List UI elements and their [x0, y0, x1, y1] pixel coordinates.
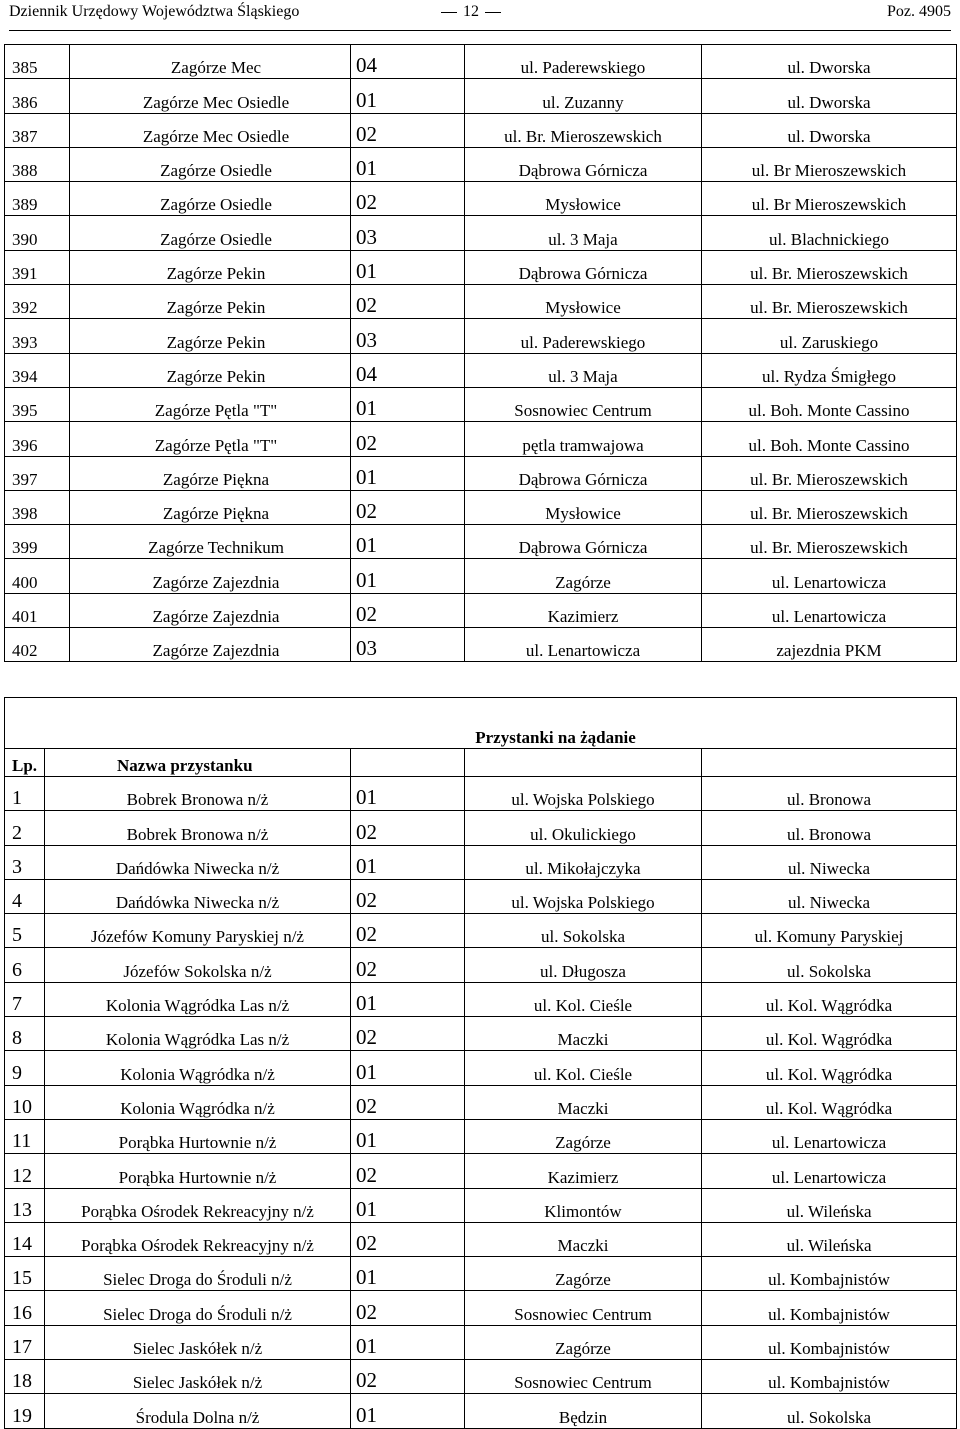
- cell-lp: 385: [5, 45, 70, 79]
- cell-to: ul. Bronowa: [702, 777, 957, 811]
- table-row: [5, 593, 957, 627]
- column-header-lp: Lp.: [5, 749, 45, 777]
- cell-dir: 02: [351, 113, 465, 147]
- table-row: [5, 1222, 957, 1256]
- cell-name: Zagórze Zajezdnia: [70, 628, 351, 662]
- cell-dir: 02: [351, 948, 465, 982]
- cell-name: Bobrek Bronowa n/ż: [45, 811, 351, 845]
- cell-from: Sosnowiec Centrum: [465, 387, 702, 421]
- cell-lp: 399: [5, 525, 70, 559]
- cell-lp: 402: [5, 628, 70, 662]
- cell-dir: 02: [351, 422, 465, 456]
- cell-from: ul. Zuzanny: [465, 79, 702, 113]
- cell-from: ul. Kol. Cieśle: [465, 1051, 702, 1085]
- cell-name: Zagórze Zajezdnia: [70, 559, 351, 593]
- cell-name: Zagórze Pętla "T": [70, 422, 351, 456]
- cell-name: Sielec Droga do Środuli n/ż: [45, 1257, 351, 1291]
- cell-name: Zagórze Piękna: [70, 456, 351, 490]
- cell-from: Maczki: [465, 1222, 702, 1256]
- cell-lp: 3: [5, 845, 45, 879]
- cell-from: ul. Lenartowicza: [465, 628, 702, 662]
- cell-from: ul. Paderewskiego: [465, 45, 702, 79]
- cell-from: Mysłowice: [465, 182, 702, 216]
- table-row: [5, 879, 957, 913]
- cell-name: Sielec Jaskółek n/ż: [45, 1325, 351, 1359]
- cell-from: Maczki: [465, 1085, 702, 1119]
- cell-lp: 393: [5, 319, 70, 353]
- cell-dir: 01: [351, 982, 465, 1016]
- position-number: Poz. 4905: [887, 3, 951, 20]
- cell-to: ul. Niwecka: [702, 845, 957, 879]
- cell-dir: 01: [351, 147, 465, 181]
- stops-table: [4, 44, 957, 662]
- table-row: [5, 845, 957, 879]
- cell-to: ul. Bronowa: [702, 811, 957, 845]
- cell-name: Zagórze Piękna: [70, 490, 351, 524]
- cell-to: ul. Lenartowicza: [702, 593, 957, 627]
- cell-name: Zagórze Pekin: [70, 285, 351, 319]
- cell-name: Porąbka Ośrodek Rekreacyjny n/ż: [45, 1188, 351, 1222]
- cell-dir: 01: [351, 1325, 465, 1359]
- cell-name: Zagórze Osiedle: [70, 147, 351, 181]
- journal-title: Dziennik Urzędowy Województwa Śląskiego: [9, 3, 300, 20]
- cell-dir: 04: [351, 353, 465, 387]
- cell-to: ul. Rydza Śmigłego: [702, 353, 957, 387]
- cell-to: ul. Kol. Wągródka: [702, 982, 957, 1016]
- table-row: [5, 216, 957, 250]
- cell-to: ul. Dworska: [702, 79, 957, 113]
- cell-dir: 02: [351, 811, 465, 845]
- on-demand-stops-table: [4, 697, 957, 1429]
- cell-name: Kolonia Wągródka n/ż: [45, 1085, 351, 1119]
- cell-from: Dąbrowa Górnicza: [465, 525, 702, 559]
- cell-lp: 2: [5, 811, 45, 845]
- cell-lp: 6: [5, 948, 45, 982]
- cell-dir: 02: [351, 285, 465, 319]
- cell-name: Zagórze Pekin: [70, 319, 351, 353]
- cell-to: ul. Sokolska: [702, 948, 957, 982]
- cell-lp: 391: [5, 250, 70, 284]
- cell-from: ul. 3 Maja: [465, 353, 702, 387]
- cell-from: ul. Kol. Cieśle: [465, 982, 702, 1016]
- cell-lp: 394: [5, 353, 70, 387]
- table-row: [5, 811, 957, 845]
- cell-name: Porąbka Ośrodek Rekreacyjny n/ż: [45, 1222, 351, 1256]
- table-row: [5, 559, 957, 593]
- cell-dir: 02: [351, 182, 465, 216]
- cell-from: Dąbrowa Górnicza: [465, 250, 702, 284]
- cell-dir: 02: [351, 1154, 465, 1188]
- cell-to: ul. Br. Mieroszewskich: [702, 456, 957, 490]
- cell-lp: 9: [5, 1051, 45, 1085]
- cell-from: Dąbrowa Górnicza: [465, 147, 702, 181]
- cell-from: Zagórze: [465, 1325, 702, 1359]
- column-header-name: Nazwa przystanku: [45, 749, 351, 777]
- cell-dir: 02: [351, 1017, 465, 1051]
- cell-name: Kolonia Wągródka Las n/ż: [45, 1017, 351, 1051]
- page-number: [439, 3, 503, 21]
- cell-to: ul. Komuny Paryskiej: [702, 914, 957, 948]
- cell-lp: 7: [5, 982, 45, 1016]
- cell-to: ul. Kombajnistów: [702, 1291, 957, 1325]
- cell-from: ul. Wojska Polskiego: [465, 777, 702, 811]
- cell-lp: 4: [5, 879, 45, 913]
- cell-to: ul. Kombajnistów: [702, 1325, 957, 1359]
- cell-from: Mysłowice: [465, 490, 702, 524]
- cell-name: Zagórze Zajezdnia: [70, 593, 351, 627]
- cell-from: Sosnowiec Centrum: [465, 1291, 702, 1325]
- cell-lp: 15: [5, 1257, 45, 1291]
- table-row: [5, 285, 957, 319]
- cell-name: Zagórze Pekin: [70, 353, 351, 387]
- cell-lp: 5: [5, 914, 45, 948]
- cell-dir: 01: [351, 456, 465, 490]
- table-row: [5, 250, 957, 284]
- table-row: [5, 914, 957, 948]
- table-row: [5, 1291, 957, 1325]
- cell-to: ul. Kol. Wągródka: [702, 1017, 957, 1051]
- table-row: [5, 1051, 957, 1085]
- cell-to: ul. Wileńska: [702, 1222, 957, 1256]
- cell-from: Dąbrowa Górnicza: [465, 456, 702, 490]
- gap-row: [5, 698, 957, 721]
- table-row: [5, 45, 957, 79]
- cell-lp: 396: [5, 422, 70, 456]
- cell-dir: 01: [351, 250, 465, 284]
- cell-to: ul. Zaruskiego: [702, 319, 957, 353]
- cell-dir: 02: [351, 490, 465, 524]
- cell-from: ul. Długosza: [465, 948, 702, 982]
- cell-to: ul. Br. Mieroszewskich: [702, 525, 957, 559]
- cell-from: Sosnowiec Centrum: [465, 1360, 702, 1394]
- cell-lp: 19: [5, 1394, 45, 1428]
- cell-dir: 02: [351, 1360, 465, 1394]
- cell-name: Zagórze Pekin: [70, 250, 351, 284]
- cell-lp: 14: [5, 1222, 45, 1256]
- table-row: [5, 1119, 957, 1153]
- cell-name: Józefów Sokolska n/ż: [45, 948, 351, 982]
- cell-dir: 04: [351, 45, 465, 79]
- table-row: [5, 1188, 957, 1222]
- table-row: [5, 1257, 957, 1291]
- cell-from: ul. Paderewskiego: [465, 319, 702, 353]
- cell-lp: 388: [5, 147, 70, 181]
- cell-from: ul. Okulickiego: [465, 811, 702, 845]
- table-row: [5, 1085, 957, 1119]
- cell-lp: 16: [5, 1291, 45, 1325]
- cell-dir: 01: [351, 1394, 465, 1428]
- cell-from: ul. Wojska Polskiego: [465, 879, 702, 913]
- cell-from: pętla tramwajowa: [465, 422, 702, 456]
- table-row: [5, 182, 957, 216]
- cell-lp: 389: [5, 182, 70, 216]
- cell-lp: 8: [5, 1017, 45, 1051]
- cell-to: ul. Kol. Wągródka: [702, 1085, 957, 1119]
- cell-dir: 02: [351, 593, 465, 627]
- cell-to: ul. Kol. Wągródka: [702, 1051, 957, 1085]
- table-row: [5, 1325, 957, 1359]
- cell-name: Zagórze Osiedle: [70, 182, 351, 216]
- table-row: [5, 319, 957, 353]
- cell-lp: 401: [5, 593, 70, 627]
- cell-dir: 02: [351, 879, 465, 913]
- page-header: [9, 0, 951, 30]
- cell-dir: 03: [351, 319, 465, 353]
- table-row: [5, 147, 957, 181]
- cell-from: ul. Br. Mieroszewskich: [465, 113, 702, 147]
- cell-lp: 387: [5, 113, 70, 147]
- section-title-row: [5, 720, 957, 749]
- table-row: [5, 1017, 957, 1051]
- table-row: [5, 387, 957, 421]
- table-row: [5, 777, 957, 811]
- cell-to: ul. Blachnickiego: [702, 216, 957, 250]
- cell-lp: 386: [5, 79, 70, 113]
- cell-to: ul. Br Mieroszewskich: [702, 147, 957, 181]
- cell-from: Klimontów: [465, 1188, 702, 1222]
- cell-dir: 01: [351, 777, 465, 811]
- cell-dir: 02: [351, 1085, 465, 1119]
- cell-name: Bobrek Bronowa n/ż: [45, 777, 351, 811]
- cell-name: Zagórze Osiedle: [70, 216, 351, 250]
- cell-from: ul. 3 Maja: [465, 216, 702, 250]
- table-row: [5, 628, 957, 662]
- cell-name: Dańdówka Niwecka n/ż: [45, 845, 351, 879]
- cell-to: ul. Sokolska: [702, 1394, 957, 1428]
- table-row: [5, 948, 957, 982]
- cell-dir: 01: [351, 387, 465, 421]
- cell-to: ul. Boh. Monte Cassino: [702, 422, 957, 456]
- cell-from: Zagórze: [465, 1119, 702, 1153]
- table-row: [5, 113, 957, 147]
- cell-lp: 12: [5, 1154, 45, 1188]
- cell-dir: 01: [351, 1051, 465, 1085]
- table-row: [5, 982, 957, 1016]
- cell-dir: 02: [351, 1222, 465, 1256]
- cell-lp: 1: [5, 777, 45, 811]
- cell-lp: 17: [5, 1325, 45, 1359]
- cell-dir: 02: [351, 1291, 465, 1325]
- cell-lp: 400: [5, 559, 70, 593]
- cell-name: Zagórze Mec Osiedle: [70, 79, 351, 113]
- table-row: [5, 353, 957, 387]
- cell-to: ul. Dworska: [702, 45, 957, 79]
- cell-lp: 10: [5, 1085, 45, 1119]
- table-row: [5, 1154, 957, 1188]
- cell-from: Kazimierz: [465, 593, 702, 627]
- cell-dir: 01: [351, 559, 465, 593]
- cell-to: ul. Lenartowicza: [702, 1154, 957, 1188]
- table-row: [5, 456, 957, 490]
- table-row: [5, 422, 957, 456]
- cell-lp: 398: [5, 490, 70, 524]
- cell-to: ul. Kombajnistów: [702, 1360, 957, 1394]
- cell-name: Sielec Jaskółek n/ż: [45, 1360, 351, 1394]
- table-row: [5, 490, 957, 524]
- cell-to: ul. Boh. Monte Cassino: [702, 387, 957, 421]
- header-rule: [9, 30, 951, 31]
- cell-dir: 01: [351, 1257, 465, 1291]
- cell-dir: 01: [351, 845, 465, 879]
- cell-from: Będzin: [465, 1394, 702, 1428]
- table-row: [5, 525, 957, 559]
- cell-dir: 01: [351, 79, 465, 113]
- cell-lp: 13: [5, 1188, 45, 1222]
- cell-name: Porąbka Hurtownie n/ż: [45, 1119, 351, 1153]
- cell-from: Zagórze: [465, 1257, 702, 1291]
- cell-name: Józefów Komuny Paryskiej n/ż: [45, 914, 351, 948]
- cell-to: zajezdnia PKM: [702, 628, 957, 662]
- cell-from: Maczki: [465, 1017, 702, 1051]
- page-number-value: 12: [463, 3, 479, 20]
- stops-table-body: [5, 45, 957, 662]
- section-title: Przystanki na żądanie: [5, 720, 957, 749]
- cell-lp: 11: [5, 1119, 45, 1153]
- cell-dir: 01: [351, 1119, 465, 1153]
- cell-lp: 392: [5, 285, 70, 319]
- cell-name: Kolonia Wągródka Las n/ż: [45, 982, 351, 1016]
- cell-name: Porąbka Hurtownie n/ż: [45, 1154, 351, 1188]
- cell-to: ul. Lenartowicza: [702, 1119, 957, 1153]
- cell-to: ul. Br. Mieroszewskich: [702, 490, 957, 524]
- cell-to: ul. Br. Mieroszewskich: [702, 250, 957, 284]
- cell-name: Sielec Droga do Środuli n/ż: [45, 1291, 351, 1325]
- cell-dir: 01: [351, 1188, 465, 1222]
- cell-lp: 18: [5, 1360, 45, 1394]
- cell-to: ul. Kombajnistów: [702, 1257, 957, 1291]
- cell-from: ul. Mikołajczyka: [465, 845, 702, 879]
- cell-dir: 02: [351, 914, 465, 948]
- cell-dir: 01: [351, 525, 465, 559]
- cell-dir: 03: [351, 216, 465, 250]
- table-header-row: [5, 749, 957, 777]
- on-demand-table-body: [5, 698, 957, 1429]
- cell-dir: 03: [351, 628, 465, 662]
- cell-to: ul. Wileńska: [702, 1188, 957, 1222]
- table-row: [5, 79, 957, 113]
- cell-lp: 390: [5, 216, 70, 250]
- cell-name: Zagórze Mec Osiedle: [70, 113, 351, 147]
- cell-from: Kazimierz: [465, 1154, 702, 1188]
- cell-name: Środula Dolna n/ż: [45, 1394, 351, 1428]
- cell-to: ul. Br Mieroszewskich: [702, 182, 957, 216]
- cell-name: Kolonia Wągródka n/ż: [45, 1051, 351, 1085]
- cell-from: Zagórze: [465, 559, 702, 593]
- cell-to: ul. Dworska: [702, 113, 957, 147]
- cell-lp: 395: [5, 387, 70, 421]
- cell-name: Zagórze Technikum: [70, 525, 351, 559]
- table-row: [5, 1360, 957, 1394]
- cell-to: ul. Br. Mieroszewskich: [702, 285, 957, 319]
- cell-name: Dańdówka Niwecka n/ż: [45, 879, 351, 913]
- cell-name: Zagórze Mec: [70, 45, 351, 79]
- cell-name: Zagórze Pętla "T": [70, 387, 351, 421]
- cell-to: ul. Niwecka: [702, 879, 957, 913]
- cell-lp: 397: [5, 456, 70, 490]
- cell-to: ul. Lenartowicza: [702, 559, 957, 593]
- cell-from: Mysłowice: [465, 285, 702, 319]
- cell-from: ul. Sokolska: [465, 914, 702, 948]
